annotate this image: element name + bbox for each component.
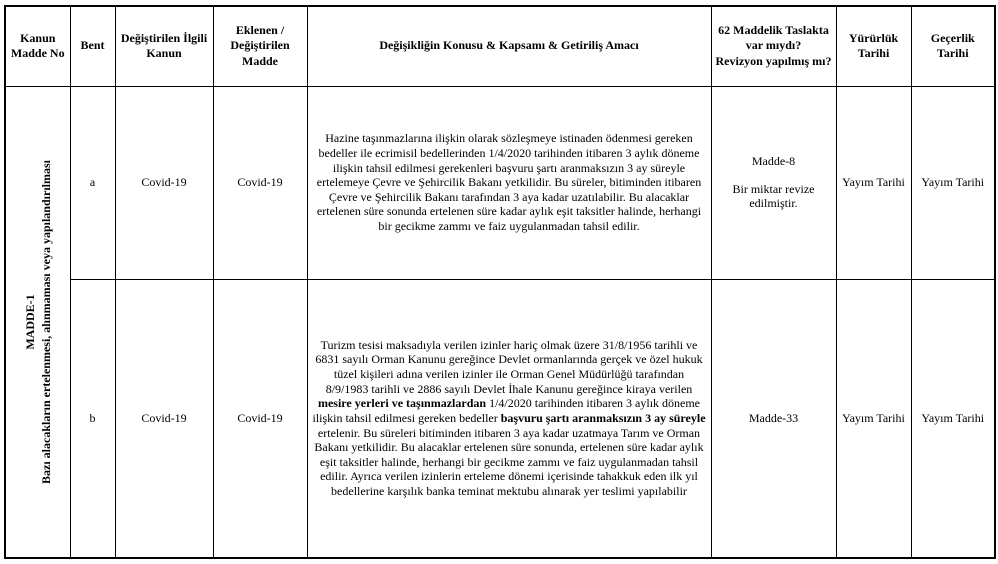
header-yururluk-tarihi: Yürürlük Tarihi (836, 6, 911, 86)
yururluk-tarihi-cell: Yayım Tarihi (836, 86, 911, 279)
taslak-status-lines: Madde-33 (748, 410, 799, 425)
taslak-status-cell (711, 86, 836, 279)
madde-group-vertical-label (22, 91, 54, 553)
bent-cell: b (70, 279, 115, 558)
eklenen-madde-cell: Covid-19 (213, 86, 307, 279)
eklenen-madde-cell: Covid-19 (213, 279, 307, 558)
description-cell: Turizm tesisi maksadıyla verilen izinler hariç olmak üzere 31/8/1956 tarihli ve 6831 sayılı Orman Kanunu gereğince Devlet ormanlarında gerçek ve özel hukuk tüzel kişileri adına verilen izinler ile Orman Genel Müdürlüğü tarafından 8/9/1983 tarihli ve 2886 sayılı Devlet İhale Kanunu gereğince kiraya verilen mesire yerleri ve taşınmazlardan 1/4/2020 tarihinden itibaren 3 aylık döneme ilişkin tahsil edilmesi gereken bedeller başvuru şartı aranmaksızın 3 ay süreyle ertelenir. Bu süreleri bitiminden itibaren 3 aya kadar uzatmaya Tarım ve Orman Bakanı yetkilidir. Bu alacaklar ertelenen süre sonunda, ertelenen süre kadar aylık eşit taksitler halinde, herhangi bir gecikme zammı ve faiz uygulanmadan tahsil edilir. Ayrıca verilen izinlerin erteleme dönemi içerisinde tahakkuk eden ilk yıl bedellerine karşılık banka teminat mektubu alınarak yer teslimi yapılabilir (307, 279, 711, 558)
taslak-status-cell (711, 279, 836, 558)
madde-group-subtitle: Bazı alacakların ertelenmesi, alınmaması veya yapılandırılması (38, 159, 53, 484)
gecerlik-tarihi-cell: Yayım Tarihi (911, 86, 995, 279)
yururluk-tarihi-cell: Yayım Tarihi (836, 279, 911, 558)
table-row-b (5, 279, 995, 558)
header-bent: Bent (70, 6, 115, 86)
header-degisiklik-konusu: Değişikliğin Konusu & Kapsamı & Getiriliş Amacı (307, 6, 711, 86)
description-cell: Hazine taşınmazlarına ilişkin olarak sözleşmeye istinaden ödenmesi gereken bedeller ile ecrimisil bedellerinden 1/4/2020 tarihinden itibaren 3 aylık döneme ilişkin tahsil edilmesi gerekenleri başvuru şartı aranmaksızın 3 ay süreyle ertelemeye Çevre ve Şehircilik Bakanı yetkilidir. Bu süreler, bitiminden itibaren Çevre ve Şehircilik Bakanı tarafından 3 aya kadar uzatılabilir. Bu alacaklar ertelenen süre sonunda ertelenen süre kadar aylık eşit taksitler halinde, herhangi bir gecikme zammı ve faiz uygulanmadan tahsil edilir. (307, 86, 711, 279)
bent-cell: a (70, 86, 115, 279)
table-row-a (5, 86, 995, 279)
header-kanun-madde-no: Kanun Madde No (5, 6, 70, 86)
taslak-status-lines: Madde-8 Bir miktar revize edilmiştir. (732, 154, 815, 211)
madde-group-title: MADDE-1 (22, 294, 37, 350)
header-taslak-lines: 62 Maddelik Taslakta var mıydı? Revizyon yapılmış mı? (715, 22, 832, 69)
ilgili-kanun-cell: Covid-19 (115, 86, 213, 279)
legislation-table (4, 5, 996, 559)
ilgili-kanun-cell: Covid-19 (115, 279, 213, 558)
header-gecerlik-tarihi: Geçerlik Tarihi (911, 6, 995, 86)
madde-group-cell (5, 86, 70, 558)
header-eklenen-degistirilen-madde: Eklenen / Değiştirilen Madde (213, 6, 307, 86)
gecerlik-tarihi-cell: Yayım Tarihi (911, 279, 995, 558)
header-degistirilen-ilgili-kanun: Değiştirilen İlgili Kanun (115, 6, 213, 86)
table-header-row (5, 6, 995, 86)
header-62-maddelik-taslak (711, 6, 836, 86)
